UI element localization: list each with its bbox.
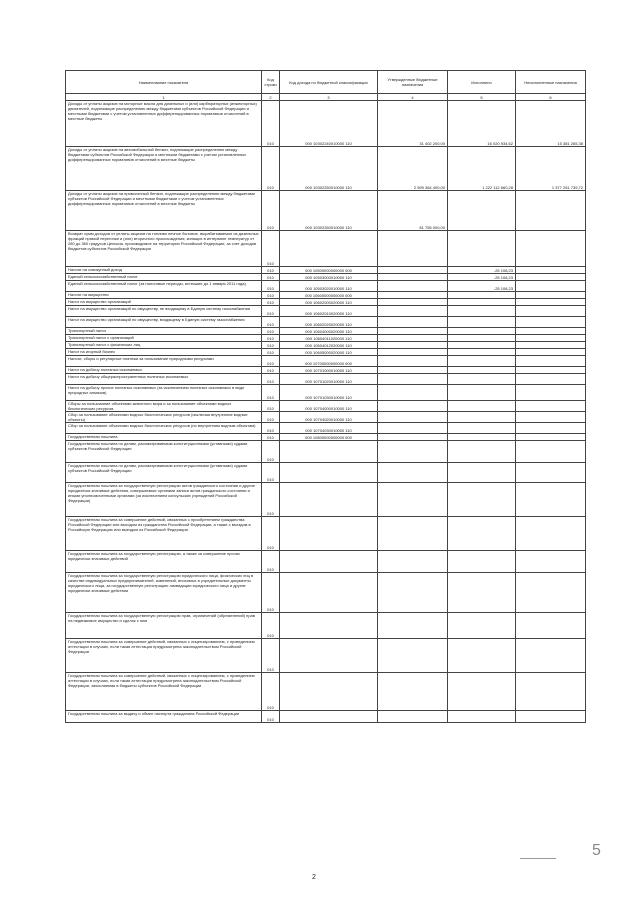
row-name: Налоги, сборы и регулярные платежи за пользование природными ресурсами bbox=[66, 356, 262, 367]
table-row bbox=[66, 434, 586, 441]
row-planned bbox=[378, 335, 448, 342]
row-kbk: 000 10800000000000 000 bbox=[280, 434, 378, 441]
row-unexecuted bbox=[516, 356, 586, 367]
row-unexecuted bbox=[516, 335, 586, 342]
row-code: 010 bbox=[262, 483, 280, 517]
row-planned bbox=[378, 306, 448, 317]
row-planned bbox=[378, 639, 448, 673]
table-header-row bbox=[66, 71, 586, 94]
table-row bbox=[66, 483, 586, 517]
row-kbk: 000 10503020010000 110 bbox=[280, 281, 378, 292]
row-name: Налог на добычу прочих полезных ископаемых (за исключением полезных ископаемых в виде природных алмазов) bbox=[66, 385, 262, 401]
row-executed: -25 108,23 bbox=[448, 267, 516, 274]
table-row bbox=[66, 306, 586, 317]
row-executed bbox=[448, 231, 516, 267]
row-name: Доходы от уплаты акцизов на автомобильный бензин, подлежащие распределению между бюджетами субъектов Российской Федерации и местными бюджетами с учетом установленных дифференцированных нормативов отчислений в местные бюджеты bbox=[66, 147, 262, 191]
row-planned bbox=[378, 483, 448, 517]
row-kbk: 000 10605000020000 110 bbox=[280, 349, 378, 356]
table-row bbox=[66, 299, 586, 306]
row-kbk bbox=[280, 673, 378, 711]
column-number-row bbox=[66, 94, 586, 101]
header-unexecuted: Неисполненные назначения bbox=[516, 71, 586, 94]
row-unexecuted: 15 381 265,38 bbox=[516, 101, 586, 147]
row-code: 010 bbox=[262, 673, 280, 711]
table-row bbox=[66, 281, 586, 292]
row-unexecuted bbox=[516, 551, 586, 573]
row-code: 010 bbox=[262, 101, 280, 147]
row-name: Государственная пошлина по делам, рассматриваемым конституционными (уставными) судами субъектов Российской Федерации bbox=[66, 441, 262, 463]
row-kbk: 000 10704020010000 110 bbox=[280, 412, 378, 423]
row-unexecuted: 1 377 251 739,72 bbox=[516, 147, 586, 191]
row-code: 010 bbox=[262, 441, 280, 463]
row-code: 010 bbox=[262, 299, 280, 306]
table-row bbox=[66, 385, 586, 401]
row-planned bbox=[378, 551, 448, 573]
row-name: Возврат сумм доходов от уплаты акцизов на топливо печное бытовое, вырабатываемое из дизельных фракций прямой перегонки и (или) вторичного происхождения, кипящих в интервале температур от 280 до 360 градусов Цельсия, производимое на территории Российской Федерации, за счет доходов бюджетов субъектов Российской Федерации bbox=[66, 231, 262, 267]
row-unexecuted bbox=[516, 441, 586, 463]
header-kbk: Код дохода по бюджетной классификации bbox=[280, 71, 378, 94]
table-row bbox=[66, 101, 586, 147]
table-row bbox=[66, 639, 586, 673]
row-planned bbox=[378, 328, 448, 335]
revenue-report-table bbox=[65, 70, 586, 723]
row-name: Государственная пошлина bbox=[66, 434, 262, 441]
table-body bbox=[66, 101, 586, 723]
row-planned bbox=[378, 423, 448, 434]
row-name: Государственная пошлина по делам, рассматриваемым конституционными (уставными) судами субъектов Российской Федерации bbox=[66, 463, 262, 483]
row-executed bbox=[448, 412, 516, 423]
row-name: Транспортный налог bbox=[66, 328, 262, 335]
row-planned bbox=[378, 267, 448, 274]
row-unexecuted bbox=[516, 401, 586, 412]
table-row bbox=[66, 191, 586, 231]
row-unexecuted bbox=[516, 274, 586, 281]
table-row bbox=[66, 349, 586, 356]
row-unexecuted bbox=[516, 573, 586, 613]
table-row bbox=[66, 231, 586, 267]
row-executed bbox=[448, 292, 516, 299]
row-executed bbox=[448, 423, 516, 434]
row-planned bbox=[378, 613, 448, 639]
row-planned bbox=[378, 292, 448, 299]
row-kbk: 000 10701000010000 110 bbox=[280, 367, 378, 374]
row-name: Налоги на совокупный доход bbox=[66, 267, 262, 274]
row-name: Государственная пошлина за государственную регистрацию прав, ограничений (обременений) прав на недвижимое имущество и сделок с ним bbox=[66, 613, 262, 639]
row-unexecuted bbox=[516, 483, 586, 517]
row-unexecuted bbox=[516, 517, 586, 551]
row-unexecuted bbox=[516, 349, 586, 356]
row-code: 010 bbox=[262, 463, 280, 483]
row-executed bbox=[448, 483, 516, 517]
column-number: 3 bbox=[280, 94, 378, 101]
row-kbk: 000 10600000000000 000 bbox=[280, 292, 378, 299]
table-row bbox=[66, 613, 586, 639]
row-executed bbox=[448, 349, 516, 356]
row-name: Доходы от уплаты акцизов на моторные масла для дизельных и (или) карбюраторных (инжекторных) двигателей, подлежащие распределению между бюджетами субъектов Российской Федерации и местными бюджетами с учетом установленных дифференцированных нормативов отчислений в местные бюджеты bbox=[66, 101, 262, 147]
row-code: 010 bbox=[262, 385, 280, 401]
row-unexecuted bbox=[516, 281, 586, 292]
row-name: Сборы за пользование объектами животного мира и за пользование объектами водных биологических ресурсов bbox=[66, 401, 262, 412]
row-planned bbox=[378, 573, 448, 613]
row-executed bbox=[448, 306, 516, 317]
row-planned bbox=[378, 401, 448, 412]
row-kbk: 000 10604000020000 110 bbox=[280, 328, 378, 335]
row-kbk: 000 10604012020000 110 bbox=[280, 342, 378, 349]
table-row bbox=[66, 335, 586, 342]
row-code: 010 bbox=[262, 434, 280, 441]
table-row bbox=[66, 342, 586, 349]
row-planned bbox=[378, 231, 448, 267]
corner-mark: 5 bbox=[592, 842, 601, 859]
row-executed bbox=[448, 613, 516, 639]
row-name: Единый сельскохозяйственный налог bbox=[66, 274, 262, 281]
row-name: Сбор за пользование объектами водных биологических ресурсов (исключая внутренние водные объекты) bbox=[66, 412, 262, 423]
row-executed bbox=[448, 463, 516, 483]
row-code: 010 bbox=[262, 711, 280, 723]
column-number: 4 bbox=[378, 94, 448, 101]
table-row bbox=[66, 274, 586, 281]
table-row bbox=[66, 673, 586, 711]
row-executed bbox=[448, 441, 516, 463]
row-kbk: 000 10602020020000 110 bbox=[280, 317, 378, 328]
row-code: 010 bbox=[262, 551, 280, 573]
row-unexecuted bbox=[516, 711, 586, 723]
row-kbk bbox=[280, 573, 378, 613]
table-row bbox=[66, 147, 586, 191]
table-row bbox=[66, 423, 586, 434]
row-unexecuted bbox=[516, 367, 586, 374]
row-executed: -25 108,23 bbox=[448, 281, 516, 292]
row-executed bbox=[448, 385, 516, 401]
row-kbk: 000 10704000010000 110 bbox=[280, 401, 378, 412]
row-name: Государственная пошлина за совершение действий, связанных с лицензированием, с проведением аттестации в случаях, если такая аттестация предусмотрена законодательством Российской Федерации bbox=[66, 639, 262, 673]
row-kbk bbox=[280, 231, 378, 267]
row-planned bbox=[378, 434, 448, 441]
row-executed bbox=[448, 673, 516, 711]
row-name: Налог на добычу полезных ископаемых bbox=[66, 367, 262, 374]
table-row bbox=[66, 551, 586, 573]
row-executed bbox=[448, 551, 516, 573]
row-name: Транспортный налог с организаций bbox=[66, 335, 262, 342]
table-row bbox=[66, 374, 586, 385]
row-unexecuted bbox=[516, 328, 586, 335]
row-name: Государственная пошлина за выдачу и обмен паспорта гражданина Российской Федерации bbox=[66, 711, 262, 723]
row-unexecuted bbox=[516, 463, 586, 483]
row-unexecuted bbox=[516, 412, 586, 423]
row-kbk bbox=[280, 711, 378, 723]
row-code: 010 bbox=[262, 613, 280, 639]
table-row bbox=[66, 573, 586, 613]
row-kbk: 000 10704030010000 110 bbox=[280, 423, 378, 434]
row-planned bbox=[378, 673, 448, 711]
row-kbk: 000 10700000000000 000 bbox=[280, 356, 378, 367]
column-number: 2 bbox=[262, 94, 280, 101]
row-executed bbox=[448, 191, 516, 231]
row-unexecuted bbox=[516, 317, 586, 328]
row-planned: 81 755 000,00 bbox=[378, 191, 448, 231]
row-planned bbox=[378, 317, 448, 328]
row-unexecuted bbox=[516, 306, 586, 317]
row-unexecuted bbox=[516, 267, 586, 274]
row-kbk bbox=[280, 483, 378, 517]
table-row bbox=[66, 711, 586, 723]
row-name: Налог на имущество организаций по имуществу, входящему в Единую систему газоснабжения bbox=[66, 317, 262, 328]
row-unexecuted bbox=[516, 639, 586, 673]
row-executed bbox=[448, 328, 516, 335]
row-executed bbox=[448, 356, 516, 367]
row-planned: 31 402 200,00 bbox=[378, 101, 448, 147]
row-kbk bbox=[280, 517, 378, 551]
table-row bbox=[66, 317, 586, 328]
row-unexecuted bbox=[516, 299, 586, 306]
row-planned bbox=[378, 356, 448, 367]
header-planned: Утвержденные бюджетные назначения bbox=[378, 71, 448, 94]
row-unexecuted bbox=[516, 342, 586, 349]
row-kbk bbox=[280, 551, 378, 573]
column-number: 5 bbox=[448, 94, 516, 101]
row-code: 010 bbox=[262, 274, 280, 281]
table-row bbox=[66, 267, 586, 274]
row-code: 010 bbox=[262, 639, 280, 673]
row-unexecuted bbox=[516, 374, 586, 385]
row-kbk: 000 10701020010000 110 bbox=[280, 374, 378, 385]
row-executed: 16 020 934,62 bbox=[448, 101, 516, 147]
scan-artifact-line bbox=[520, 858, 556, 859]
row-name: Доходы от уплаты акцизов на прямогонный бензин, подлежащие распределению между бюджетами субъектов Российской Федерации и местными бюджетами с учетом установленных дифференцированных нормативов отчислений в местные бюджеты bbox=[66, 191, 262, 231]
row-executed: -25 108,23 bbox=[448, 274, 516, 281]
row-unexecuted bbox=[516, 423, 586, 434]
row-kbk: 000 10302260010000 110 bbox=[280, 191, 378, 231]
row-planned bbox=[378, 463, 448, 483]
row-executed bbox=[448, 401, 516, 412]
row-code: 010 bbox=[262, 147, 280, 191]
row-kbk: 000 10302250010000 110 bbox=[280, 147, 378, 191]
row-planned bbox=[378, 274, 448, 281]
row-kbk bbox=[280, 441, 378, 463]
row-planned bbox=[378, 374, 448, 385]
row-code: 010 bbox=[262, 517, 280, 551]
row-unexecuted bbox=[516, 385, 586, 401]
row-name: Государственная пошлина за совершение действий, связанных с приобретением гражданства Российской Федерации или выходом из гражданства Российской Федерации, а также с въездом в Российскую Федерацию или выездом из Российской Федерации bbox=[66, 517, 262, 551]
row-code: 010 bbox=[262, 292, 280, 299]
row-code: 010 bbox=[262, 317, 280, 328]
table-row bbox=[66, 328, 586, 335]
row-planned bbox=[378, 367, 448, 374]
row-executed bbox=[448, 367, 516, 374]
row-unexecuted bbox=[516, 231, 586, 267]
row-code: 010 bbox=[262, 306, 280, 317]
row-executed bbox=[448, 374, 516, 385]
row-executed bbox=[448, 517, 516, 551]
row-code: 010 bbox=[262, 423, 280, 434]
row-executed bbox=[448, 335, 516, 342]
row-unexecuted bbox=[516, 434, 586, 441]
row-executed bbox=[448, 573, 516, 613]
row-name: Государственная пошлина за государственную регистрацию, а также за совершение прочих юридически значимых действий bbox=[66, 551, 262, 573]
row-executed bbox=[448, 342, 516, 349]
row-kbk: 000 10503000010000 110 bbox=[280, 274, 378, 281]
row-code: 010 bbox=[262, 401, 280, 412]
row-name: Налог на имущество организаций по имуществу, не входящему в Единую систему газоснабжения bbox=[66, 306, 262, 317]
row-planned bbox=[378, 517, 448, 551]
table-row bbox=[66, 412, 586, 423]
table-row bbox=[66, 441, 586, 463]
row-executed bbox=[448, 317, 516, 328]
row-code: 010 bbox=[262, 573, 280, 613]
row-kbk bbox=[280, 613, 378, 639]
header-executed: Исполнено bbox=[448, 71, 516, 94]
row-code: 010 bbox=[262, 374, 280, 385]
table-row bbox=[66, 292, 586, 299]
row-code: 010 bbox=[262, 191, 280, 231]
table-row bbox=[66, 463, 586, 483]
row-unexecuted bbox=[516, 673, 586, 711]
row-code: 010 bbox=[262, 367, 280, 374]
row-name: Государственная пошлина за совершение действий, связанных с лицензированием, с проведением аттестации в случаях, если такая аттестация предусмотрена законодательством Российской Федерации, зачисляемая в бюджеты субъектов Российской Федерации bbox=[66, 673, 262, 711]
row-name: Единый сельскохозяйственный налог (за налоговые периоды, истекшие до 1 января 2011 года) bbox=[66, 281, 262, 292]
row-planned bbox=[378, 281, 448, 292]
row-planned bbox=[378, 412, 448, 423]
row-code: 010 bbox=[262, 281, 280, 292]
row-kbk: 000 10602000020000 110 bbox=[280, 299, 378, 306]
row-unexecuted bbox=[516, 613, 586, 639]
row-kbk bbox=[280, 639, 378, 673]
row-name: Налог на добычу общераспространенных полезных ископаемых bbox=[66, 374, 262, 385]
table-row bbox=[66, 401, 586, 412]
row-code: 010 bbox=[262, 412, 280, 423]
row-code: 010 bbox=[262, 231, 280, 267]
row-unexecuted bbox=[516, 191, 586, 231]
row-code: 010 bbox=[262, 342, 280, 349]
row-planned bbox=[378, 299, 448, 306]
table-row bbox=[66, 356, 586, 367]
header-name: Наименование показателя bbox=[66, 71, 262, 94]
row-name: Налог на имущество организаций bbox=[66, 299, 262, 306]
row-name: Налоги на имущество bbox=[66, 292, 262, 299]
row-code: 010 bbox=[262, 349, 280, 356]
table-row bbox=[66, 517, 586, 551]
row-kbk: 000 10302240010000 110 bbox=[280, 101, 378, 147]
row-name: Государственная пошлина за государственную регистрацию актов гражданского состояния и другие юридически значимые действия, совершаемые органами записи актов гражданского состояния и иными уполномоченными органами (за исключением консульских учреждений Российской Федерации) bbox=[66, 483, 262, 517]
row-code: 010 bbox=[262, 267, 280, 274]
row-kbk: 000 10604011020000 110 bbox=[280, 335, 378, 342]
row-kbk: 000 10701030010000 110 bbox=[280, 385, 378, 401]
row-kbk: 000 10500000000000 000 bbox=[280, 267, 378, 274]
row-executed bbox=[448, 711, 516, 723]
row-planned bbox=[378, 349, 448, 356]
row-planned bbox=[378, 385, 448, 401]
row-code: 010 bbox=[262, 335, 280, 342]
row-planned bbox=[378, 441, 448, 463]
row-kbk bbox=[280, 463, 378, 483]
row-executed bbox=[448, 639, 516, 673]
row-planned: 2 599 364 400,00 bbox=[378, 147, 448, 191]
row-name: Сбор за пользование объектами водных биологических ресурсов (по внутренним водным объектам) bbox=[66, 423, 262, 434]
row-name: Транспортный налог с физических лиц bbox=[66, 342, 262, 349]
row-executed bbox=[448, 299, 516, 306]
column-number: 1 bbox=[66, 94, 262, 101]
row-kbk: 000 10602010020000 110 bbox=[280, 306, 378, 317]
row-name: Налог на игорный бизнес bbox=[66, 349, 262, 356]
header-code: Код строки bbox=[262, 71, 280, 94]
column-number: 6 bbox=[516, 94, 586, 101]
row-executed: 1 222 112 660,28 bbox=[448, 147, 516, 191]
row-unexecuted bbox=[516, 292, 586, 299]
page-number: 2 bbox=[312, 874, 316, 881]
row-name: Государственная пошлина за государственную регистрацию юридического лица, физических лиц в качестве индивидуальных предпринимателей, изменений, вносимых в учредительные документы юридического лица, за государственную регистрацию ликвидации юридического лица и другие юридически значимые действия bbox=[66, 573, 262, 613]
row-executed bbox=[448, 434, 516, 441]
table-row bbox=[66, 367, 586, 374]
row-code: 010 bbox=[262, 328, 280, 335]
row-planned bbox=[378, 342, 448, 349]
row-planned bbox=[378, 711, 448, 723]
row-code: 010 bbox=[262, 356, 280, 367]
